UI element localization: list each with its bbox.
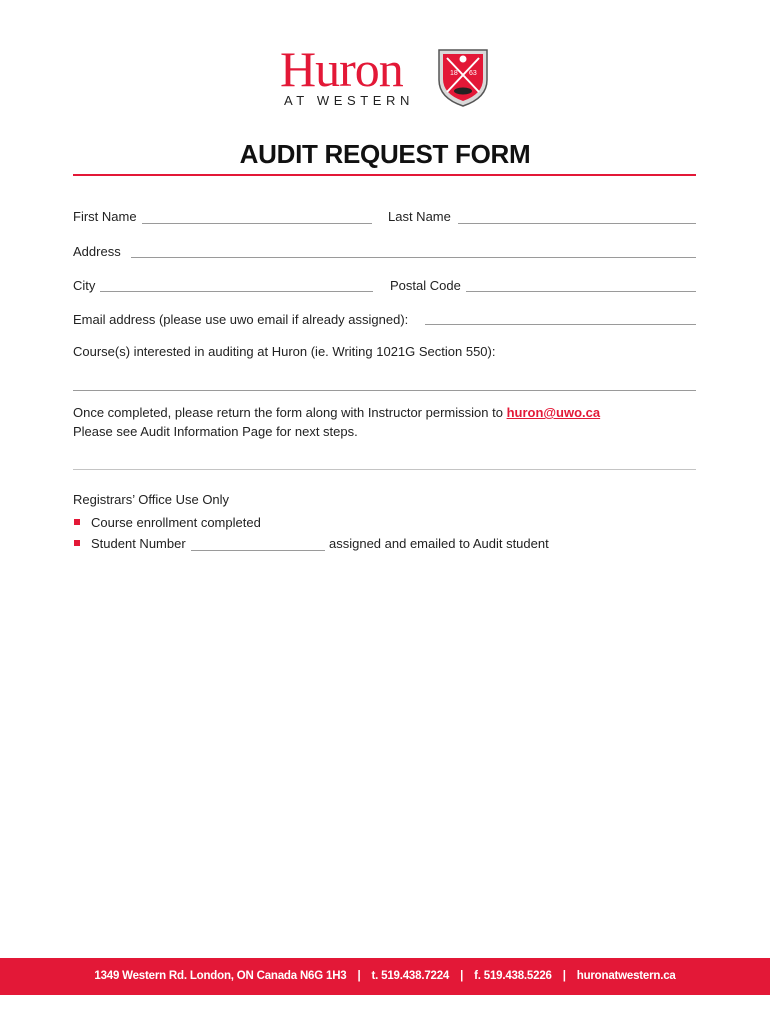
last-name-field[interactable] [458, 223, 696, 224]
footer-phone: t. 519.438.7224 [371, 970, 450, 982]
return-email-link[interactable]: huron@uwo.ca [506, 405, 601, 420]
last-name-label: Last Name [388, 209, 451, 224]
footer-bar [0, 958, 770, 995]
footer-separator: | [357, 970, 361, 982]
address-label: Address [73, 244, 121, 259]
office-item-student-number-suffix: assigned and emailed to Audit student [329, 536, 549, 551]
logo-wordmark: Huron [280, 41, 403, 97]
email-label: Email address (please use uwo email if already assigned): [73, 312, 409, 327]
courses-label: Course(s) interested in auditing at Huron (ie. Writing 1021G Section 550): [73, 344, 496, 359]
crest-icon [437, 44, 489, 108]
footer-website[interactable]: huronatwestern.ca [576, 970, 676, 982]
postal-code-field[interactable] [466, 291, 696, 292]
footer-fax: f. 519.438.5226 [474, 970, 552, 982]
bullet-icon [74, 519, 80, 525]
form-title: AUDIT REQUEST FORM [239, 139, 531, 169]
office-item-student-number-label: Student Number [91, 536, 186, 551]
courses-field[interactable] [73, 390, 696, 391]
city-field[interactable] [100, 291, 373, 292]
next-steps-text: Please see Audit Information Page for next steps. [73, 424, 358, 439]
crest-year-right: 63 [469, 70, 477, 77]
email-field[interactable] [425, 324, 696, 325]
office-use-heading: Registrars’ Office Use Only [73, 492, 230, 507]
office-item-enrollment: Course enrollment completed [91, 515, 261, 530]
footer-separator: | [562, 970, 566, 982]
return-text: Once completed, please return the form along with Instructor permission to [73, 405, 503, 420]
first-name-field[interactable] [142, 223, 372, 224]
student-number-field[interactable] [191, 550, 325, 551]
first-name-label: First Name [73, 209, 137, 224]
return-instructions [73, 405, 600, 420]
postal-code-label: Postal Code [390, 278, 461, 293]
address-field[interactable] [131, 257, 696, 258]
footer-address: 1349 Western Rd. London, ON Canada N6G 1H3 [94, 970, 347, 982]
logo-subtitle: AT WESTERN [284, 93, 415, 108]
city-label: City [73, 278, 96, 293]
bullet-icon [74, 540, 80, 546]
footer-separator: | [460, 970, 464, 982]
title-divider [73, 174, 696, 176]
crest-year-left: 18 [450, 70, 458, 77]
section-divider [73, 469, 696, 470]
